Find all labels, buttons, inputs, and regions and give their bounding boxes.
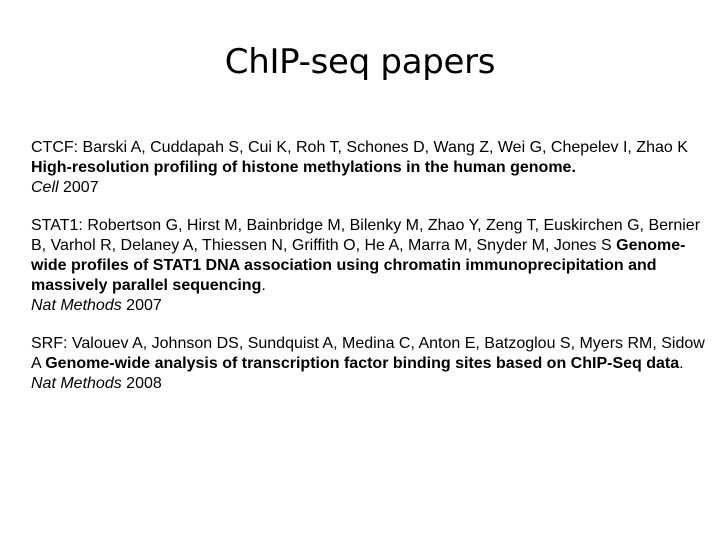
reference-prefix: CTCF: [31,139,83,156]
reference-title: Genome-wide analysis of transcription factor binding sites based on ChIP-Seq data [45,355,680,372]
reference-srf [31,334,707,394]
reference-stat1 [31,216,707,316]
reference-authors: Barski A, Cuddapah S, Cui K, Roh T, Schones D, Wang Z, Wei G, Chepelev I, Zhao K [82,139,688,156]
reference-title-end: . [261,277,266,294]
reference-year: 2007 [121,297,162,314]
reference-year: 2008 [121,375,162,392]
reference-title-end: . [679,355,684,372]
reference-title: High-resolution profiling of histone methylations in the human genome. [31,159,576,176]
reference-journal: Nat Methods [31,375,122,392]
reference-journal: Nat Methods [31,297,122,314]
reference-citation [31,138,707,178]
reference-source [31,178,707,198]
reference-authors: Valouev A, Johnson DS, Sundquist A, Medina C, Anton E, Batzoglou S, Myers RM, Sidow A [31,335,705,372]
reference-authors: Robertson G, Hirst M, Bainbridge M, Bilenky M, Zhao Y, Zeng T, Euskirchen G, Bernier B, Varhol R, Delaney A, Thiessen N, Griffith O, He A, Marra M, Snyder M, Jones S [31,217,701,254]
reference-title: Genome-wide profiles of STAT1 DNA association using chromatin immunoprecipitation and massively parallel sequencing [31,237,686,294]
reference-list [31,138,707,412]
reference-citation [31,216,707,296]
reference-citation [31,334,707,374]
reference-source [31,374,707,394]
reference-ctcf [31,138,707,198]
slide-title: ChIP-seq papers [224,42,496,82]
reference-journal: Cell [31,179,59,196]
reference-source [31,296,707,316]
reference-prefix: STAT1: [31,217,88,234]
reference-prefix: SRF: [31,335,72,352]
reference-year: 2007 [58,179,99,196]
